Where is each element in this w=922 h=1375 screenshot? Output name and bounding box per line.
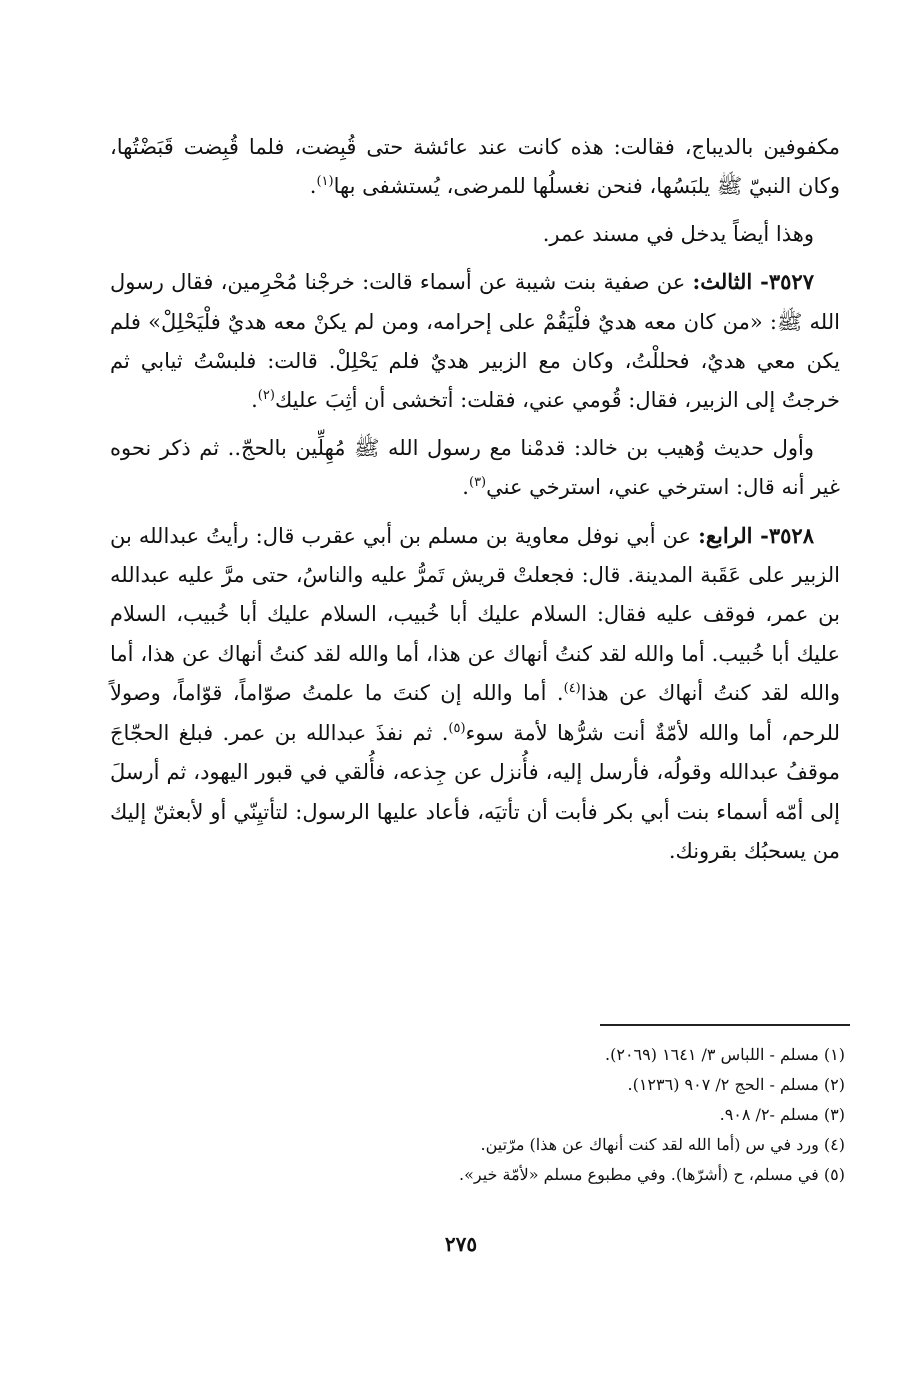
footnote-divider	[600, 1024, 850, 1026]
hadith-heading: - الرابع:	[698, 522, 769, 548]
paragraph-text: عن أبي نوفل معاوية بن مسلم بن أبي عقرب قال: رأيتُ عبدالله بن الزبير على عَقَبة المدينة. قال: فجعلتْ قريش تَمرُّ عليه والناسُ، حتى مرَّ عليه عبدالله بن عمر، فوقف عليه فقال: السلام عليك أبا خُبيب، السلام عليك أبا خُبيب، السلام عليك أبا خُبيب. أما والله لقد كنتُ أنهاك عن هذا، أما والله لقد كنتُ أنهاك عن هذا، أما والله لقد كنتُ أنهاك عن هذا	[110, 523, 840, 706]
footnote-reference: (١)	[316, 174, 334, 190]
footnote-1: (١) مسلم - اللباس ٣/ ١٦٤١ (٢٠٦٩).	[605, 1045, 845, 1064]
paragraph-text: . أما والله إن كنتَ ما علمتُ صوّاماً، قوّاماً، وصولاً للرحم، أما والله لأمّةٌ أنت شرُّها لأمة سوء	[110, 681, 840, 745]
paragraph-text: عن صفية بنت شيبة عن أسماء قالت: خرجْنا مُحْرِمين، فقال رسول الله ﷺ: «من كان معه هديٌ فلْيَقُمْ على إحرامه، ومن لم يكنْ معه هديٌ فلْيَحْلِلْ» فلم يكن معي هديٌ، فحللْتُ، وكان مع الزبير هديٌ فلم يَحْلِلْ. قالت: فلبسْتُ ثيابي ثم خرجتُ إلى الزبير، فقال: قُومي عني، فقلت: أتخشى أن أثِبَ عليك	[110, 270, 840, 413]
paragraph-variant: وأول حديث وُهيب بن خالد: قدمْنا مع رسول الله ﷺ مُهِلِّين بالحجّ.. ثم ذكر نحوه غير أنه قال: استرخي عني، استرخي عني$^{(٣)}$.	[110, 435, 840, 500]
paragraph-text: وأول حديث وُهيب بن خالد: قدمْنا مع رسول الله ﷺ مُهِلِّين بالحجّ.. ثم ذكر نحوه غير أنه قال: استرخي عني، استرخي عني	[110, 435, 840, 500]
paragraph-text: مكفوفين بالديباج، فقالت: هذه كانت عند عائشة حتى قُبِضت، فلما قُبِضت قَبَضْتُها، وكان النبيّ ﷺ يلبَسُها، فنحن نغسلُها للمرضى، يُستشفى بها	[110, 135, 840, 199]
main-text	[110, 128, 840, 871]
footnote-5: (٥) في مسلم، ح (أشرّها). وفي مطبوع مسلم «لأمّة خير».	[458, 1165, 845, 1184]
footnote-reference: (٤)	[563, 681, 581, 697]
paragraph-text: . ثم نفذَ عبدالله بن عمر. فبلغ الحجّاجَ موقفُ عبدالله وقولُه، فأرسل إليه، فأُنزل عن جِذعه، فأُلقي في قبور اليهود، ثم أرسلَ إلى أمّه أسماء بنت أبي بكر فأبت أن تأتيَه، فأعاد عليها الرسول: لتأتيِنّي أو لأبعثنّ إليك من يسحبُك بقرونك.	[110, 720, 840, 863]
hadith-3527: ٣٥٢٧- الثالث: عن صفية بنت شيبة عن أسماء قالت: خرجْنا مُحْرِمين، فقال رسول الله ﷺ: «من كان معه هديٌ فلْيَقُمْ على إحرامه، ومن لم يكنْ معه هديٌ فلْيَحْلِلْ» فلم يكن معي هديٌ، فحللْتُ، وكان مع الزبير هديٌ فلم يَحْلِلْ. قالت: فلبسْتُ ثيابي ثم خرجتُ إلى الزبير، فقال: قُومي عني، فقلت: أتخشى أن أثِبَ عليك$^{(٢)}$.	[110, 269, 840, 413]
footnote-3: (٣) مسلم -٢/ ٩٠٨.	[719, 1105, 845, 1124]
footnotes	[110, 1040, 845, 1190]
footnote-reference: (٢)	[257, 388, 275, 404]
footnote-reference: (٣)	[468, 475, 487, 491]
footnote-4: (٤) ورد في س (أما الله لقد كنت أنهاك عن هذا) مرّتين.	[480, 1135, 845, 1154]
hadith-heading: - الثالث:	[692, 269, 769, 295]
paragraph-continuation: مكفوفين بالديباج، فقالت: هذه كانت عند عائشة حتى قُبِضت، فلما قُبِضت قَبَضْتُها، وكان النبيّ ﷺ يلبَسُها، فنحن نغسلُها للمرضى، يُستشفى بها$^{(١)}$.	[110, 135, 840, 199]
hadith-number: ٣٥٢٨	[768, 522, 814, 548]
hadith-3528	[110, 516, 840, 872]
footnote-reference: (٥)	[448, 720, 466, 736]
paragraph-text: وهذا أيضاً يدخل في مسند عمر.	[542, 221, 814, 246]
footnote-2: (٢) مسلم - الحج ٢/ ٩٠٧ (١٢٣٦).	[627, 1075, 845, 1094]
page-number: ٢٧٥	[444, 1232, 478, 1256]
paragraph-note	[110, 215, 840, 254]
hadith-number: ٣٥٢٧	[768, 269, 814, 295]
